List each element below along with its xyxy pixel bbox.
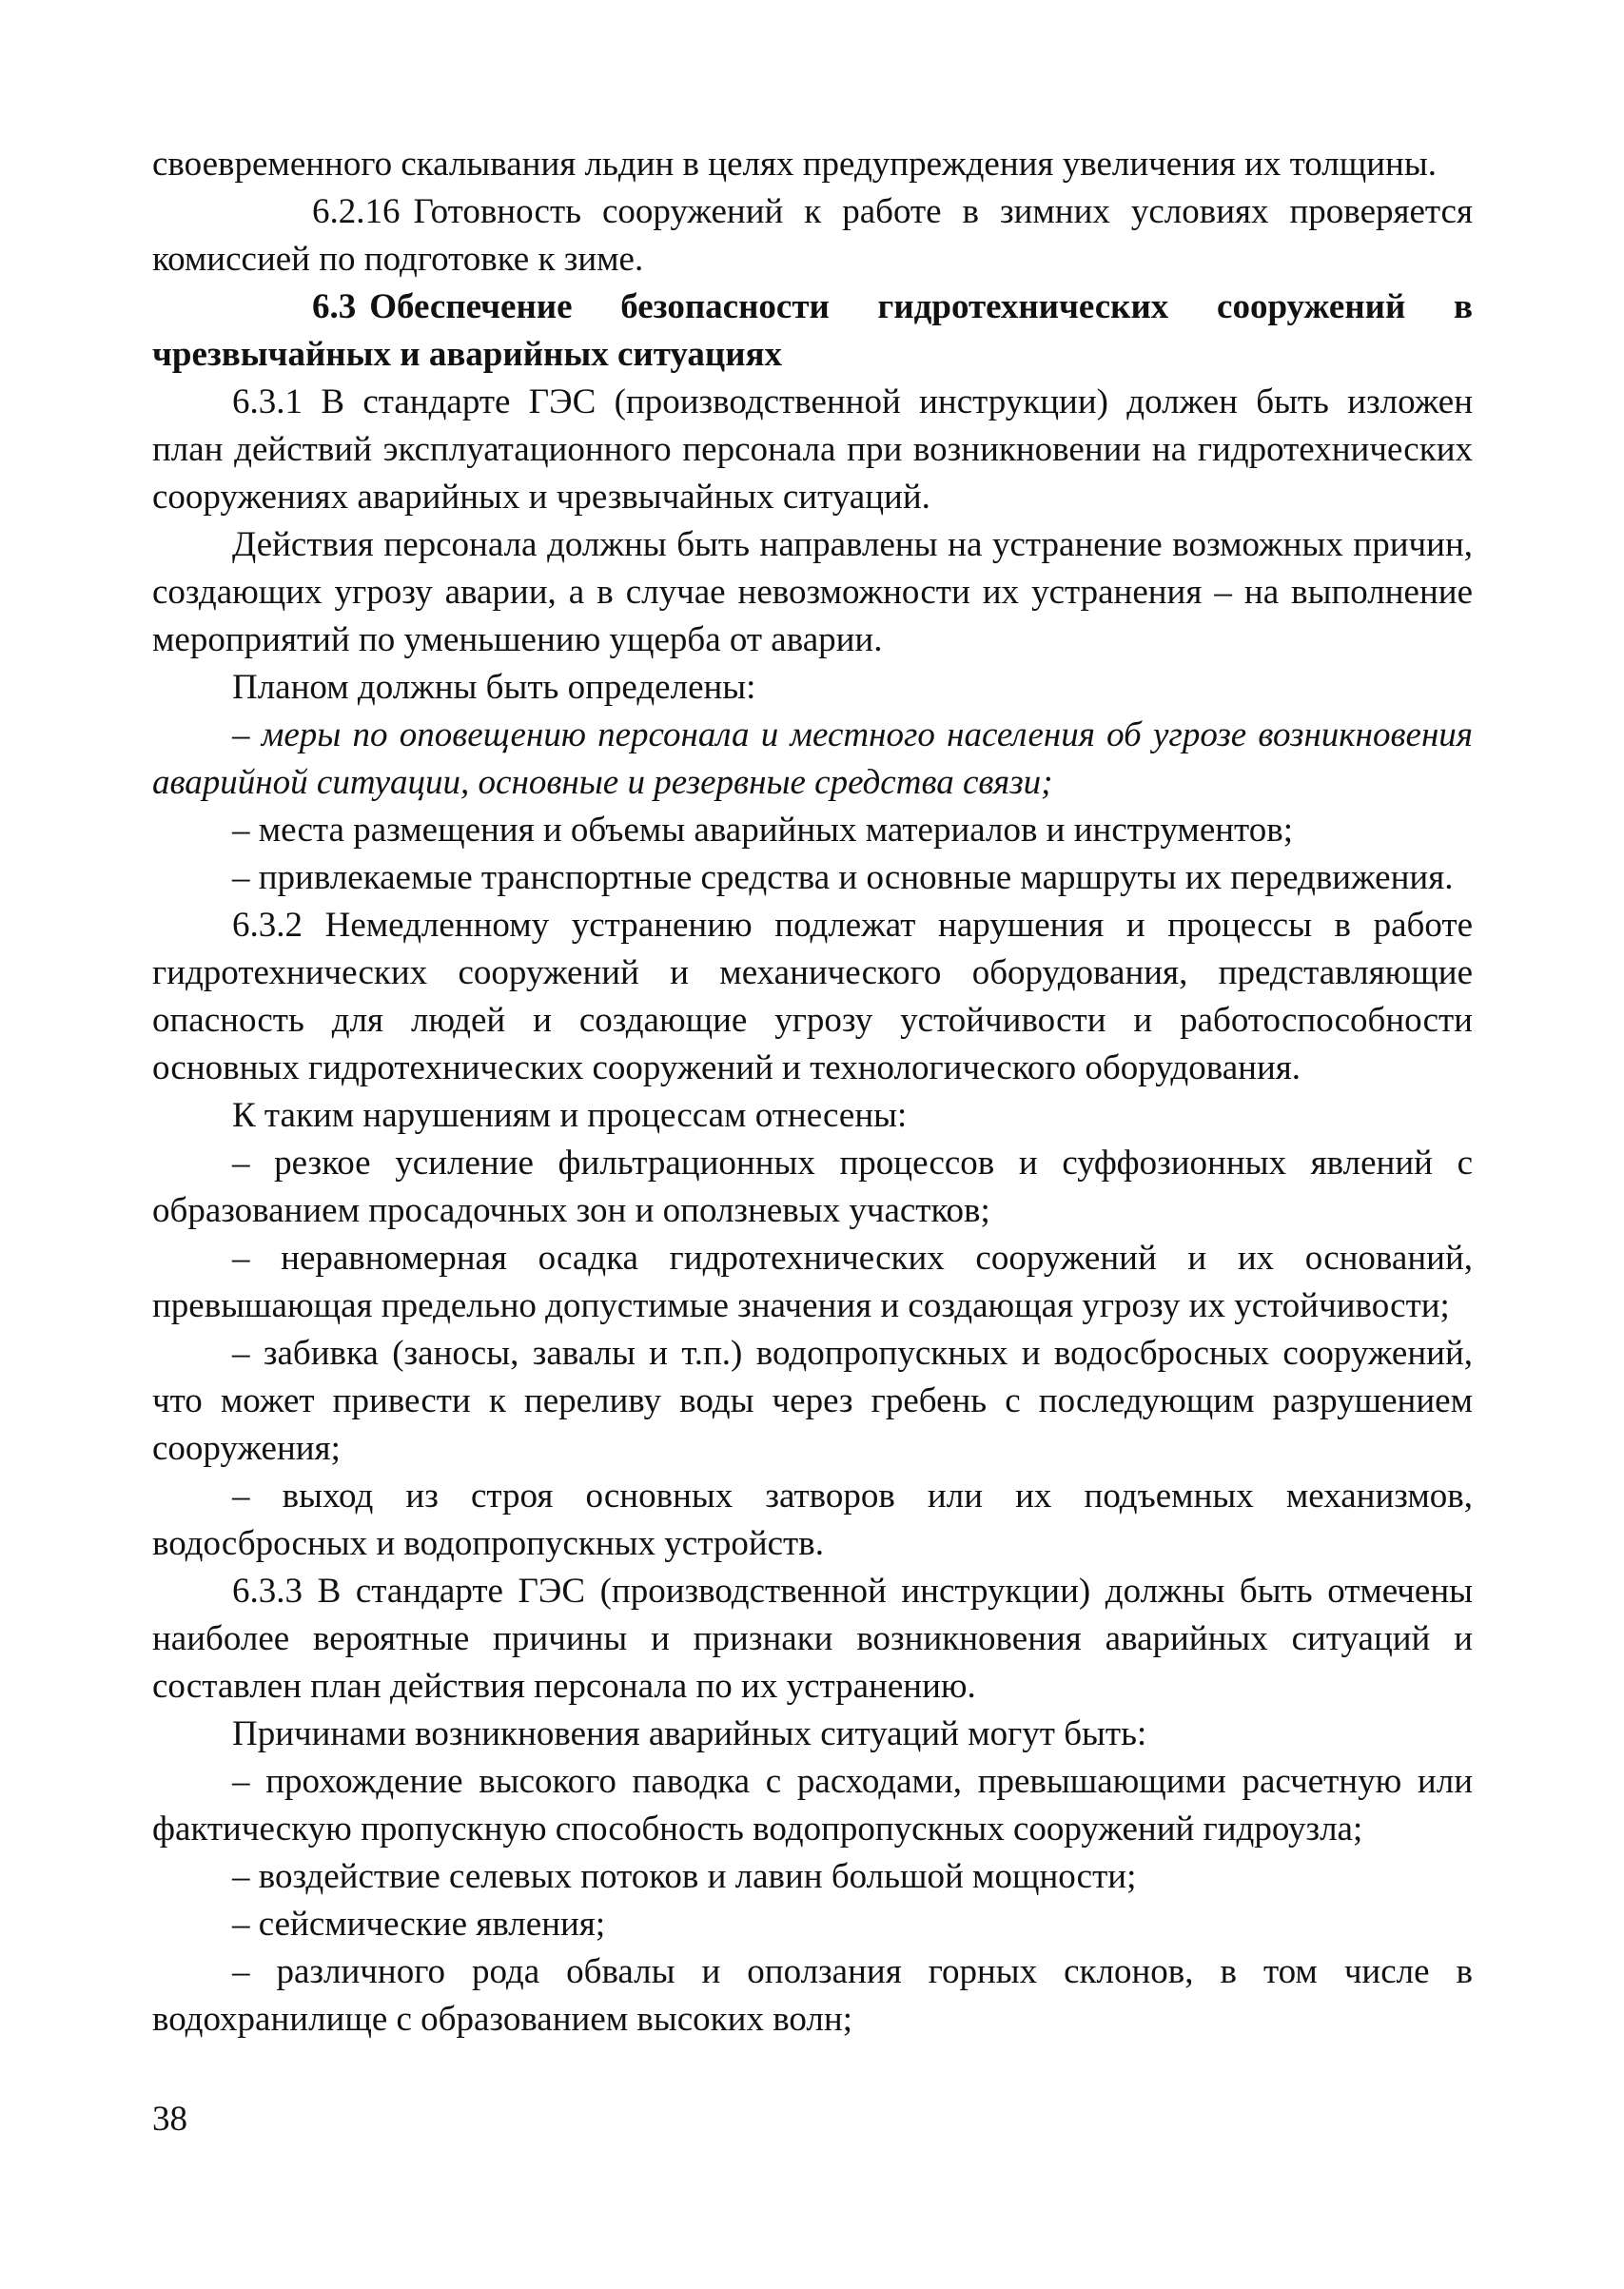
list-item: – воздействие селевых потоков и лавин большой мощности; [232,1857,1137,1896]
list-item: – выход из строя основных затворов или их подъемных механизмов, водосбросных и водопропускных устройств. [152,1477,1473,1563]
list-item: – места размещения и объемы аварийных материалов и инструментов; [232,811,1293,850]
section-number: 6.3 [312,287,357,326]
list-item: – резкое усиление фильтрационных процессов и суффозионных явлений с образованием просадочных зон и оползневых участков; [152,1144,1473,1230]
body-text [152,141,1473,2044]
clause-text: Готовность сооружений к работе в зимних условиях проверяется комиссией по подготовке к зиме. [152,192,1473,279]
list-item: – привлекаемые транспортные средства и основные маршруты их передвижения. [232,858,1454,897]
list-item: – различного рода обвалы и оползания горных склонов, в том числе в водохранилище с образованием высоких волн; [152,1952,1473,2039]
list-item: – неравномерная осадка гидротехнических сооружений и их оснований, превышающая предельно допустимые значения и создающая угрозу их устойчивости; [152,1239,1473,1325]
paragraph-6-3-1: 6.3.1 В стандарте ГЭС (производственной инструкции) должен быть изложен план действий эксплуатационного персонала при возникновении на гидротехнических сооружениях аварийных и чрезвычайных ситуаций. [152,382,1473,517]
paragraph-actions: Действия персонала должны быть направлены на устранение возможных причин, создающих угрозу аварии, а в случае невозможности их устранения – на выполнение мероприятий по уменьшению ущерба от аварии. [152,525,1473,659]
paragraph-6-2-16 [152,188,1473,284]
paragraph-6-3-2: 6.3.2 Немедленному устранению подлежат нарушения и процессы в работе гидротехнических сооружений и механического оборудования, представляющие опасность для людей и создающие угрозу устойчивости и работоспособности основных гидротехнических сооружений и технологического оборудования. [152,906,1473,1087]
paragraph-causes-intro: Причинами возникновения аварийных ситуаций могут быть: [232,1714,1147,1753]
section-heading-6-3 [152,284,1473,379]
page-number: 38 [152,2100,187,2139]
paragraph-plan-intro: Планом должны быть определены: [232,668,756,707]
paragraph-6-3-3: 6.3.3 В стандарте ГЭС (производственной инструкции) должны быть отмечены наиболее вероятные причины и признаки возникновения аварийных ситуаций и составлен план действия персонала по их устранению. [152,1572,1473,1706]
paragraph-continuation: своевременного скалывания льдин в целях предупреждения увеличения их толщины. [152,145,1437,184]
list-item: – меры по оповещению персонала и местного населения об угрозе возникновения аварийной ситуации, основные и резервные средства связи; [152,715,1473,802]
list-item: – прохождение высокого паводка с расходами, превышающими расчетную или фактическую пропускную способность водопропускных сооружений гидроузла; [152,1762,1473,1849]
section-title: Обеспечение безопасности гидротехнических сооружений в чрезвычайных и аварийных ситуациях [152,287,1473,374]
clause-number: 6.2.16 [312,192,401,231]
list-item: – забивка (заносы, завалы и т.п.) водопропускных и водосбросных сооружений, что может привести к переливу воды через гребень с последующим разрушением сооружения; [152,1334,1473,1468]
paragraph-violations-intro: К таким нарушениям и процессам отнесены: [232,1096,908,1135]
list-item: – сейсмические явления; [232,1905,606,1944]
